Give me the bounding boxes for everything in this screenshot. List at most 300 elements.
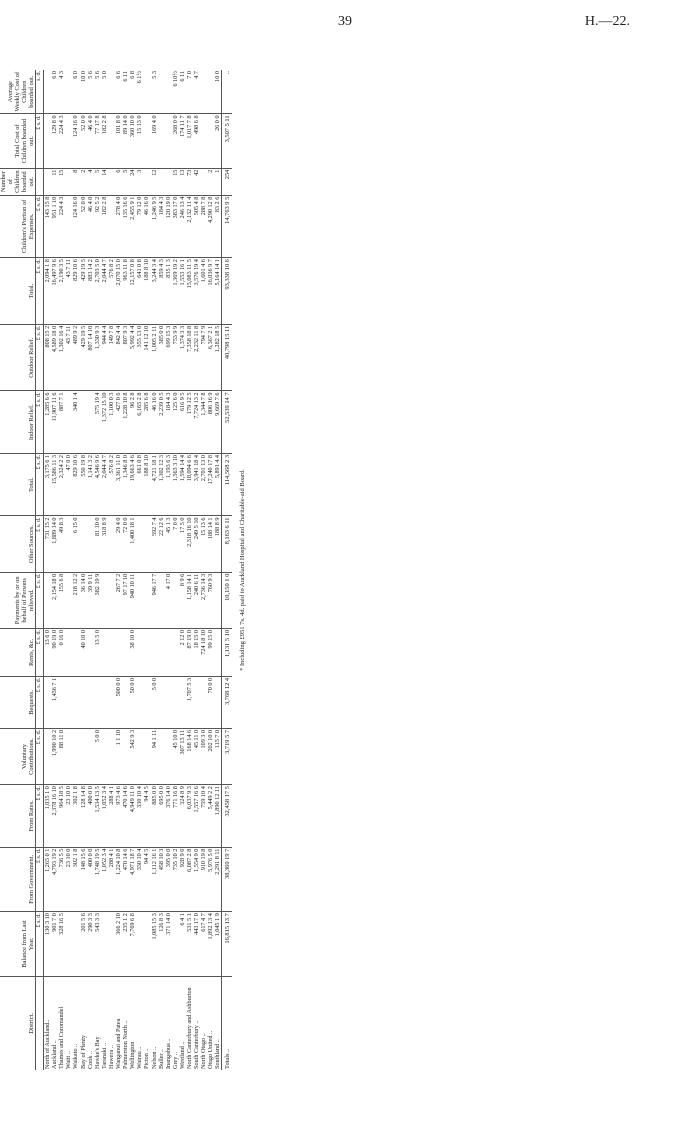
page-reference: H.—22.	[584, 14, 630, 29]
totals-cell: 3,768 12 4	[222, 676, 232, 728]
table-cell: 45 11 0	[193, 728, 200, 784]
table-cell: 383 17 0	[172, 195, 179, 257]
table-cell	[65, 114, 72, 168]
table-cell: 1,748 19 5	[94, 847, 101, 912]
table-cell: 4,290 12 8	[207, 195, 214, 257]
table-cell: 470 14 6	[122, 847, 129, 912]
unit-label: £ s. d.	[36, 912, 44, 977]
table-cell: 753 9 9	[172, 324, 179, 391]
table-cell: 89 14 0	[122, 114, 129, 168]
table-cell: 174 11 7	[179, 114, 186, 168]
table-cell: 87 19 0	[186, 628, 193, 676]
table-cell: 141 12 10	[143, 324, 150, 391]
table-cell: 5 0	[101, 70, 108, 114]
table-cell: 3,361 11 0	[115, 453, 122, 516]
table-cell: 302 1 8	[72, 847, 79, 912]
unit-label: £ s. d.	[36, 258, 44, 325]
table-cell: 7 0 0	[172, 516, 179, 572]
table-cell: 148 15 6	[80, 847, 87, 912]
table-cell	[143, 676, 150, 728]
table-cell	[143, 516, 150, 572]
table-cell: 2,132 11 4	[186, 195, 193, 257]
totals-cell: 38,360 19 7	[222, 847, 232, 912]
table-cell: 184 4 3	[158, 195, 165, 257]
table-cell: 1,052 3 4	[101, 847, 108, 912]
table-cell: 1,601 4 6	[200, 258, 207, 325]
table-cell: 267 7 2	[115, 572, 122, 628]
table-cell	[200, 70, 207, 114]
table-cell: 10 0	[214, 70, 222, 114]
table-cell: 188 8 9	[214, 516, 222, 572]
totals-cell: 8,163 6 11	[222, 516, 232, 572]
table-cell: 79 12 0	[136, 195, 143, 257]
column-header: Children's Portion of Expenses.	[0, 195, 36, 257]
table-cell	[165, 628, 172, 676]
table-cell: 12	[151, 168, 158, 195]
table-cell: 366 2 10	[115, 912, 122, 977]
table-cell: 23 10 0	[65, 785, 72, 847]
table-cell	[136, 728, 143, 784]
table-row	[101, 70, 108, 1070]
table-cell: 385 0 0	[158, 324, 165, 391]
table-cell: 124 16 0	[72, 114, 79, 168]
table-cell: 794 7 9	[200, 324, 207, 391]
table-cell: 7,724 13 2	[193, 391, 200, 453]
footnote: * Including £951 7s. 4d. paid to Auckland Hospital and Charitable-aid Board.	[239, 469, 246, 671]
table-cell: 2 12 0	[179, 628, 186, 676]
table-cell: 19,663 4 6	[129, 453, 136, 516]
table-cell: 50 0 0	[129, 676, 136, 728]
column-header: From Government.	[0, 847, 36, 912]
table-cell: 901 7 0	[51, 912, 58, 977]
table-cell: 188 8 10	[143, 453, 150, 516]
table-cell: 18 15 0	[193, 628, 200, 676]
table-cell: 470 14 6	[122, 785, 129, 847]
table-cell: 1,892 13 4	[207, 912, 214, 977]
table-cell	[44, 168, 52, 195]
table-cell	[65, 572, 72, 628]
table-cell	[122, 676, 129, 728]
table-cell	[143, 728, 150, 784]
table-cell: 17 5 0	[179, 516, 186, 572]
table-cell: 13 5 0	[94, 628, 101, 676]
table-cell: 328 16 5	[58, 912, 65, 977]
table-cell: 5 6	[87, 70, 94, 114]
district-name: Inangahua ..	[164, 1038, 172, 1069]
totals-cell: 14,763 9 5	[222, 195, 232, 257]
table-cell	[58, 676, 65, 728]
totals-cell: 93,338 10 6	[222, 258, 232, 325]
table-cell: 77 17 8	[94, 114, 101, 168]
table-cell	[101, 572, 108, 628]
table-cell	[80, 516, 87, 572]
table-cell: 188 8 10	[143, 258, 150, 325]
column-header: Indoor Relief.	[0, 391, 36, 453]
table-cell: 45 1 3	[165, 516, 172, 572]
table-cell: 531 5 1	[186, 912, 193, 977]
district-name: North Otago ..	[200, 1033, 208, 1069]
table-cell: 24	[129, 168, 136, 195]
table-cell: 130 3 10	[44, 912, 52, 977]
unit-label: £ s. d.	[36, 785, 44, 847]
table-cell: 18,094 6 6	[186, 453, 193, 516]
table-cell	[165, 70, 172, 114]
table-cell: 0 16 0	[58, 628, 65, 676]
table-cell	[65, 628, 72, 676]
totals-cell: 52,539 14 7	[222, 391, 232, 453]
table-cell	[44, 70, 52, 114]
column-header: District.	[0, 976, 36, 1070]
district-name: Grey ..	[171, 1051, 179, 1069]
table-cell	[80, 728, 87, 784]
table-cell: 330 10 4	[136, 847, 143, 912]
table-cell: 81 10 0	[94, 516, 101, 572]
district-name: Otago United ..	[207, 1030, 215, 1069]
column-header: Total Cost of Children boarded out.	[0, 114, 36, 168]
table-cell: 1,344 7 8	[200, 391, 207, 453]
totals-label: Totals ..	[222, 976, 232, 1070]
table-row	[136, 70, 143, 1070]
table-cell: 807 14 10	[87, 324, 94, 391]
table-cell: 224 4 3	[58, 114, 65, 168]
table-cell: 94 4 5	[143, 847, 150, 912]
table-cell: 2,291 8 11	[214, 847, 222, 912]
table-cell: 120 19 0	[165, 195, 172, 257]
table-cell: 182 2 8	[101, 114, 108, 168]
table-cell: 278 4 0	[115, 195, 122, 257]
table-cell: 7,358 18 8	[186, 324, 193, 391]
table-cell: 1,346 8 0	[122, 453, 129, 516]
table-cell: 576 8 2	[108, 258, 115, 325]
table-row	[143, 70, 150, 1070]
totals-cell: 32,458 17 5	[222, 785, 232, 847]
table-cell	[136, 676, 143, 728]
table-cell: 1,990 10 2	[51, 728, 58, 784]
table-cell	[72, 676, 79, 728]
table-cell: 963 11 8	[122, 258, 129, 325]
table-row	[87, 70, 94, 1070]
table-cell	[101, 676, 108, 728]
table-cell: 47 0 0	[65, 453, 72, 516]
table-cell: 2,044 4 7	[101, 453, 108, 516]
table-cell	[72, 912, 79, 977]
receipts-expenditure-table	[0, 70, 232, 1070]
table-cell	[143, 572, 150, 628]
table-cell: 735 10 2	[172, 847, 179, 912]
table-cell: 90 19 0	[51, 628, 58, 676]
table-cell: 964 18 5	[58, 785, 65, 847]
table-cell: 125 6 0	[172, 391, 179, 453]
table-cell	[101, 912, 108, 977]
table-cell: 249 5 10	[193, 516, 200, 572]
table-cell: 1,035 1 0	[44, 785, 52, 847]
table-cell: 96 2 8	[129, 391, 136, 453]
table-cell: 6,165 2 8	[136, 391, 143, 453]
table-cell: 2,318 16 10	[186, 516, 193, 572]
totals-cell: 1,131 5 10	[222, 628, 232, 676]
column-header: Average Weekly Cost of Children boarded out.	[0, 70, 36, 114]
table-cell: 7 0	[186, 70, 193, 114]
table-cell: 1,158 14 1	[186, 572, 193, 628]
table-cell: 5,976 5 0	[207, 847, 214, 912]
table-cell: 1,330 9 3	[94, 324, 101, 391]
table-cell: 4,721 18 1	[151, 453, 158, 516]
table-cell: 807 9 3	[122, 324, 129, 391]
column-header: From Rates.	[0, 785, 36, 847]
table-cell: 288 4 1	[108, 847, 115, 912]
table-row	[207, 70, 214, 1070]
totals-cell: 3,719 5 7	[222, 728, 232, 784]
table-cell	[87, 728, 94, 784]
table-row	[80, 70, 87, 1070]
table-cell: 6 8	[129, 70, 136, 114]
table-cell	[65, 168, 72, 195]
table-cell	[65, 676, 72, 728]
table-row	[108, 70, 115, 1070]
table-cell: 235 1 2	[122, 912, 129, 977]
table-cell: 1,085 15 3	[151, 912, 158, 977]
table-cell: 1,889 14 0	[51, 516, 58, 572]
table-cell: 330 10 4	[136, 785, 143, 847]
district-name: North of Auckland..	[44, 1019, 52, 1069]
table-cell: 427 0 6	[115, 391, 122, 453]
table-row	[72, 70, 79, 1070]
table-cell: 26 0 0	[214, 114, 222, 168]
table-cell	[158, 168, 165, 195]
table-cell: 771 16 8	[172, 785, 179, 847]
units-row	[36, 70, 44, 1070]
district-name: Nelson ..	[150, 1046, 158, 1069]
table-cell	[136, 628, 143, 676]
table-cell: 101 8 0	[115, 114, 122, 168]
table-cell	[158, 676, 165, 728]
table-cell: 40 10 0	[80, 628, 87, 676]
table-cell	[200, 168, 207, 195]
table-cell	[193, 676, 200, 728]
unit-label: £ s. d.	[36, 847, 44, 912]
table-cell	[65, 912, 72, 977]
table-cell: 1,554 9 0	[193, 847, 200, 912]
column-header: Total.	[0, 453, 36, 516]
table-cell: 1,017 7 8	[186, 114, 193, 168]
table-cell: 3	[136, 168, 143, 195]
table-cell: 2	[80, 168, 87, 195]
table-cell	[108, 912, 115, 977]
table-cell: 8	[72, 168, 79, 195]
table-cell: 550 19 8	[80, 453, 87, 516]
table-row	[51, 70, 58, 1070]
table-row	[200, 70, 207, 1070]
table-cell: 2,044 4 7	[101, 258, 108, 325]
table-cell: 842 4 4	[115, 324, 122, 391]
table-cell: 4 3	[58, 70, 65, 114]
table-cell: 4 17 0	[165, 572, 172, 628]
table-cell: 1,224 10 8	[115, 847, 122, 912]
page-number: 39	[338, 14, 352, 29]
table-cell	[108, 628, 115, 676]
table-cell: 43 7 11	[65, 324, 72, 391]
table-cell: 951 1 10	[51, 195, 58, 257]
table-cell	[44, 676, 52, 728]
table-cell: 1,563 3 10	[172, 453, 179, 516]
table-cell: 2,232 11 8	[193, 324, 200, 391]
table-cell: 6,367 2 1	[207, 324, 214, 391]
table-cell: 302 1 8	[72, 785, 79, 847]
table-cell: 731 15 2	[44, 516, 52, 572]
table-cell: 808 15 2	[44, 324, 52, 391]
table-row	[165, 70, 172, 1070]
table-cell: 759 10 4	[200, 785, 207, 847]
district-name: Palmerston North ..	[122, 1020, 130, 1069]
totals-cell: 16,815 13 7	[222, 912, 232, 977]
column-header: Voluntary Contributions.	[0, 728, 36, 784]
table-cell: 1,553 16 1	[179, 258, 186, 325]
table-cell	[214, 676, 222, 728]
table-cell: 36 14 0	[80, 572, 87, 628]
table-cell: 3,941 18 4	[193, 453, 200, 516]
table-cell: 1 1 10	[115, 728, 122, 784]
unit-label: £ s. d.	[36, 391, 44, 453]
table-cell: 218 12 2	[72, 572, 79, 628]
table-cell	[200, 676, 207, 728]
table-cell: 109 3 0	[200, 728, 207, 784]
table-cell	[165, 676, 172, 728]
unit-label: £ s. d.	[36, 728, 44, 784]
table-cell: 458 10 3	[158, 847, 165, 912]
table-cell: 6 4 1	[179, 912, 186, 977]
table-cell: 3,175 6 1	[44, 453, 52, 516]
table-row	[158, 70, 165, 1070]
table-cell: 946 17 7	[151, 572, 158, 628]
table-cell: 575 19 4	[94, 391, 101, 453]
table-cell: 6,087 2 8	[186, 847, 193, 912]
district-name: North Canterbury and Ashburton	[185, 987, 193, 1069]
table-cell: 6 6	[115, 70, 122, 114]
table-cell	[87, 676, 94, 728]
unit-label: £ s. d.	[36, 572, 44, 628]
district-name: Buller ..	[157, 1048, 165, 1069]
table-cell	[72, 628, 79, 676]
table-cell	[108, 516, 115, 572]
table-cell	[80, 391, 87, 453]
table-cell: 155 6 8	[58, 572, 65, 628]
table-cell: 576 8 2	[108, 453, 115, 516]
table-cell: 5	[94, 168, 101, 195]
table-cell: 1,285 6 6	[44, 391, 52, 453]
table-cell: 661 0 8	[136, 453, 143, 516]
table-cell: 940 10 11	[129, 572, 136, 628]
table-cell: 5 0 0	[94, 728, 101, 784]
table-cell: 699 15 3	[165, 324, 172, 391]
table-cell: 1,890 12 11	[214, 785, 222, 847]
table-cell: 16,497 9 6	[51, 258, 58, 325]
table-cell	[108, 168, 115, 195]
table-cell: 6 0	[72, 70, 79, 114]
table-cell: 1,282 18 5	[214, 324, 222, 391]
table-cell: 1,302 16 4	[58, 324, 65, 391]
table-cell: 2,154 18 0	[51, 572, 58, 628]
table-cell: 1,374 3 3	[179, 324, 186, 391]
table-cell: 9,669 7 6	[214, 391, 222, 453]
table-row	[122, 70, 129, 1070]
table-cell: 1,400 18 1	[129, 516, 136, 572]
district-name: Wairau ..	[136, 1046, 144, 1069]
table-cell: 6 11	[122, 70, 129, 114]
table-cell: 15	[58, 168, 65, 195]
table-cell	[115, 628, 122, 676]
table-cell	[44, 572, 52, 628]
table-cell	[179, 676, 186, 728]
unit-label: £ s. d.	[36, 195, 44, 257]
table-cell	[165, 168, 172, 195]
table-cell: 617 4 7	[200, 912, 207, 977]
table-cell	[101, 728, 108, 784]
table-cell: 2,701 13 0	[200, 453, 207, 516]
table-cell	[101, 628, 108, 676]
table-cell: 4 7	[193, 70, 200, 114]
table-cell: 1,228 10 8	[122, 391, 129, 453]
column-header: Payments by or on behalf of Persons relieved.	[0, 572, 36, 628]
table-cell: 1,246 9 5	[151, 195, 158, 257]
table-cell: 6 1½	[136, 70, 143, 114]
table-cell: 72 0 0	[122, 516, 129, 572]
table-cell: 1,005 2 11	[151, 324, 158, 391]
table-cell	[143, 628, 150, 676]
table-cell: 616 9 5	[179, 391, 186, 453]
table-cell: 324 8 9	[179, 785, 186, 847]
table-cell	[165, 728, 172, 784]
table-cell	[158, 728, 165, 784]
table-cell: 15 13 0	[136, 114, 143, 168]
district-name: Wellington	[129, 1041, 137, 1069]
table-cell: 70 0 0	[207, 676, 214, 728]
table-cell: 13 6 0	[44, 628, 52, 676]
table-cell: 268 0 0	[172, 114, 179, 168]
table-cell	[214, 628, 222, 676]
table-cell: 10 0	[80, 70, 87, 114]
table-cell: 179 12 5	[186, 391, 193, 453]
table-cell: 246 13 4	[179, 195, 186, 257]
table-cell: 43 7 11	[65, 258, 72, 325]
unit-label	[36, 168, 44, 195]
table-cell: 376 14 0	[165, 785, 172, 847]
totals-cell: 254	[222, 168, 232, 195]
table-cell: 8 9 6	[179, 572, 186, 628]
table-cell: 290 3 3	[87, 912, 94, 977]
table-cell: 1,707 5 3	[186, 676, 193, 728]
district-name: Southland ..	[214, 1039, 222, 1069]
table-cell	[65, 516, 72, 572]
table-cell: 97 17 10	[122, 572, 129, 628]
totals-cell: 114,568 2 3	[222, 453, 232, 516]
table-cell: 4,589 18 0	[51, 324, 58, 391]
table-cell: 5,449 2 2	[207, 785, 214, 847]
table-cell: 6 0	[51, 70, 58, 114]
table-cell	[151, 628, 158, 676]
table-row	[172, 70, 179, 1070]
table-cell	[158, 70, 165, 114]
table-cell	[143, 70, 150, 114]
table-cell: 4	[87, 168, 94, 195]
unit-label	[36, 976, 44, 1070]
table-cell: 835 1 3	[165, 258, 172, 325]
table-row	[193, 70, 200, 1070]
table-cell: 5,891 4 4	[214, 453, 222, 516]
table-cell: 46 4 0	[87, 195, 94, 257]
table-cell: 14	[101, 168, 108, 195]
table-cell	[207, 114, 214, 168]
table-cell: 6 10½	[172, 70, 179, 114]
